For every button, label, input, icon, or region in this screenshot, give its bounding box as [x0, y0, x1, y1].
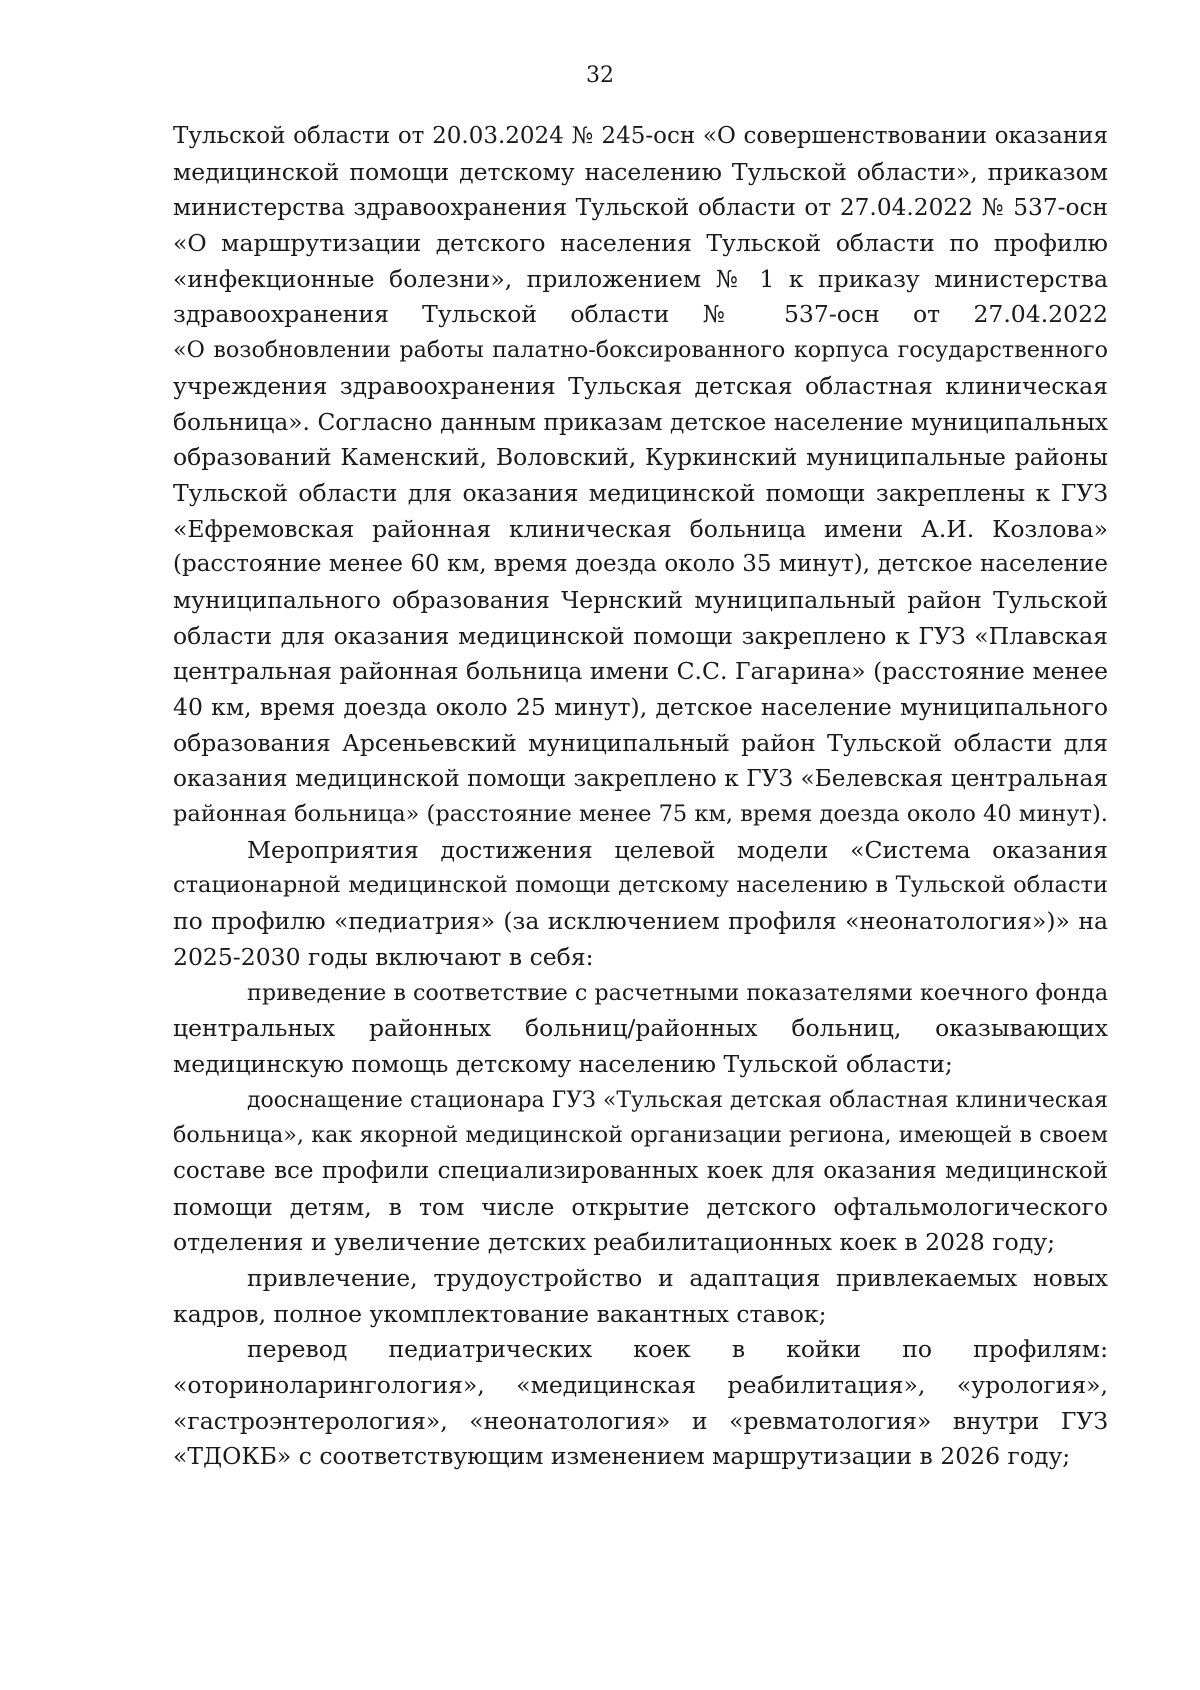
text-line: (расстояние менее 60 км, время доезда около 35 минут), детское население: [173, 551, 1108, 578]
text-line: образования Арсеньевский муниципальный район Тульской области для: [173, 728, 1108, 757]
text-line: «О возобновлении работы палатно-боксированного корпуса государственного: [173, 337, 1108, 364]
text-line: составе все профили специализированных коек для оказания медицинской: [173, 1157, 1108, 1184]
text-line: «оториноларингология», «медицинская реабилитация», «урология»,: [173, 1371, 1108, 1400]
text-line: приведение в соответствие с расчетными показателями коечного фонда: [247, 979, 1108, 1006]
text-line: «гастроэнтерология», «неонатология» и «ревматология» внутри ГУЗ: [173, 1406, 1108, 1435]
text-line: по профилю «педиатрия» (за исключением профиля «неонатология»)» на: [173, 907, 1108, 936]
text-line: «ТДОКБ» с соответствующим изменением маршрутизации в 2026 году;: [173, 1442, 1071, 1471]
text-line: Тульской области для оказания медицинской помощи закреплены к ГУЗ: [173, 478, 1108, 507]
text-line: отделения и увеличение детских реабилитационных коек в 2028 году;: [173, 1228, 1056, 1257]
text-line: привлечение, трудоустройство и адаптация привлекаемых новых: [247, 1264, 1108, 1292]
text-line: 40 км, время доезда около 25 минут), детское население муниципального: [173, 693, 1108, 721]
text-line: «О маршрутизации детского населения Тульской области по профилю: [173, 229, 1108, 258]
text-line: Мероприятия достижения целевой модели «Система оказания: [247, 835, 1108, 864]
text-line: области для оказания медицинской помощи закреплено к ГУЗ «Плавская: [173, 621, 1108, 650]
page-number: 32: [586, 63, 614, 88]
text-line: оказания медицинской помощи закреплено к ГУЗ «Белевская центральная: [173, 765, 1108, 793]
text-line: муниципального образования Чернский муниципальный район Тульской: [173, 585, 1108, 614]
text-line: образований Каменский, Воловский, Куркинский муниципальные районы: [173, 443, 1108, 472]
text-line: «инфекционные болезни», приложением № 1 к приказу министерства: [173, 264, 1108, 293]
text-line: больница». Согласно данным приказам детское население муниципальных: [173, 408, 1108, 436]
text-line: кадров, полное укомплектование вакантных ставок;: [173, 1299, 827, 1328]
text-line: центральная районная больница имени С.С. Гагарина» (расстояние менее: [173, 657, 1108, 686]
text-line: 2025-2030 годы включают в себя:: [173, 942, 594, 971]
text-line: медицинской помощи детскому населению Тульской области», приказом: [173, 157, 1108, 186]
text-line: Тульской области от 20.03.2024 № 245-осн «О совершенствовании оказания: [173, 123, 1108, 149]
text-line: районная больница» (расстояние менее 75 км, время доезда около 40 минут).: [173, 801, 1108, 828]
text-line: стационарной медицинской помощи детскому населению в Тульской области: [173, 872, 1108, 899]
text-line: медицинскую помощь детскому населению Тульской области;: [173, 1049, 953, 1078]
text-line: помощи детям, в том числе открытие детского офтальмологического: [173, 1192, 1108, 1221]
text-line: здравоохранения Тульской области № 537-осн от 27.04.2022: [173, 300, 1108, 329]
text-line: министерства здравоохранения Тульской области от 27.04.2022 № 537-осн: [173, 194, 1108, 222]
text-line: больница», как якорной медицинской организации региона, имеющей в своем: [173, 1122, 1108, 1149]
text-line: центральных районных больниц/районных больниц, оказывающих: [173, 1014, 1108, 1043]
text-line: дооснащение стационара ГУЗ «Тульская детская областная клиническая: [247, 1087, 1108, 1113]
body-text: [173, 119, 1108, 1475]
text-line: учреждения здравоохранения Тульская детская областная клиническая: [173, 371, 1108, 400]
text-line: перевод педиатрических коек в койки по профилям:: [247, 1335, 1108, 1364]
text-line: «Ефремовская районная клиническая больница имени А.И. Козлова»: [173, 514, 1108, 543]
